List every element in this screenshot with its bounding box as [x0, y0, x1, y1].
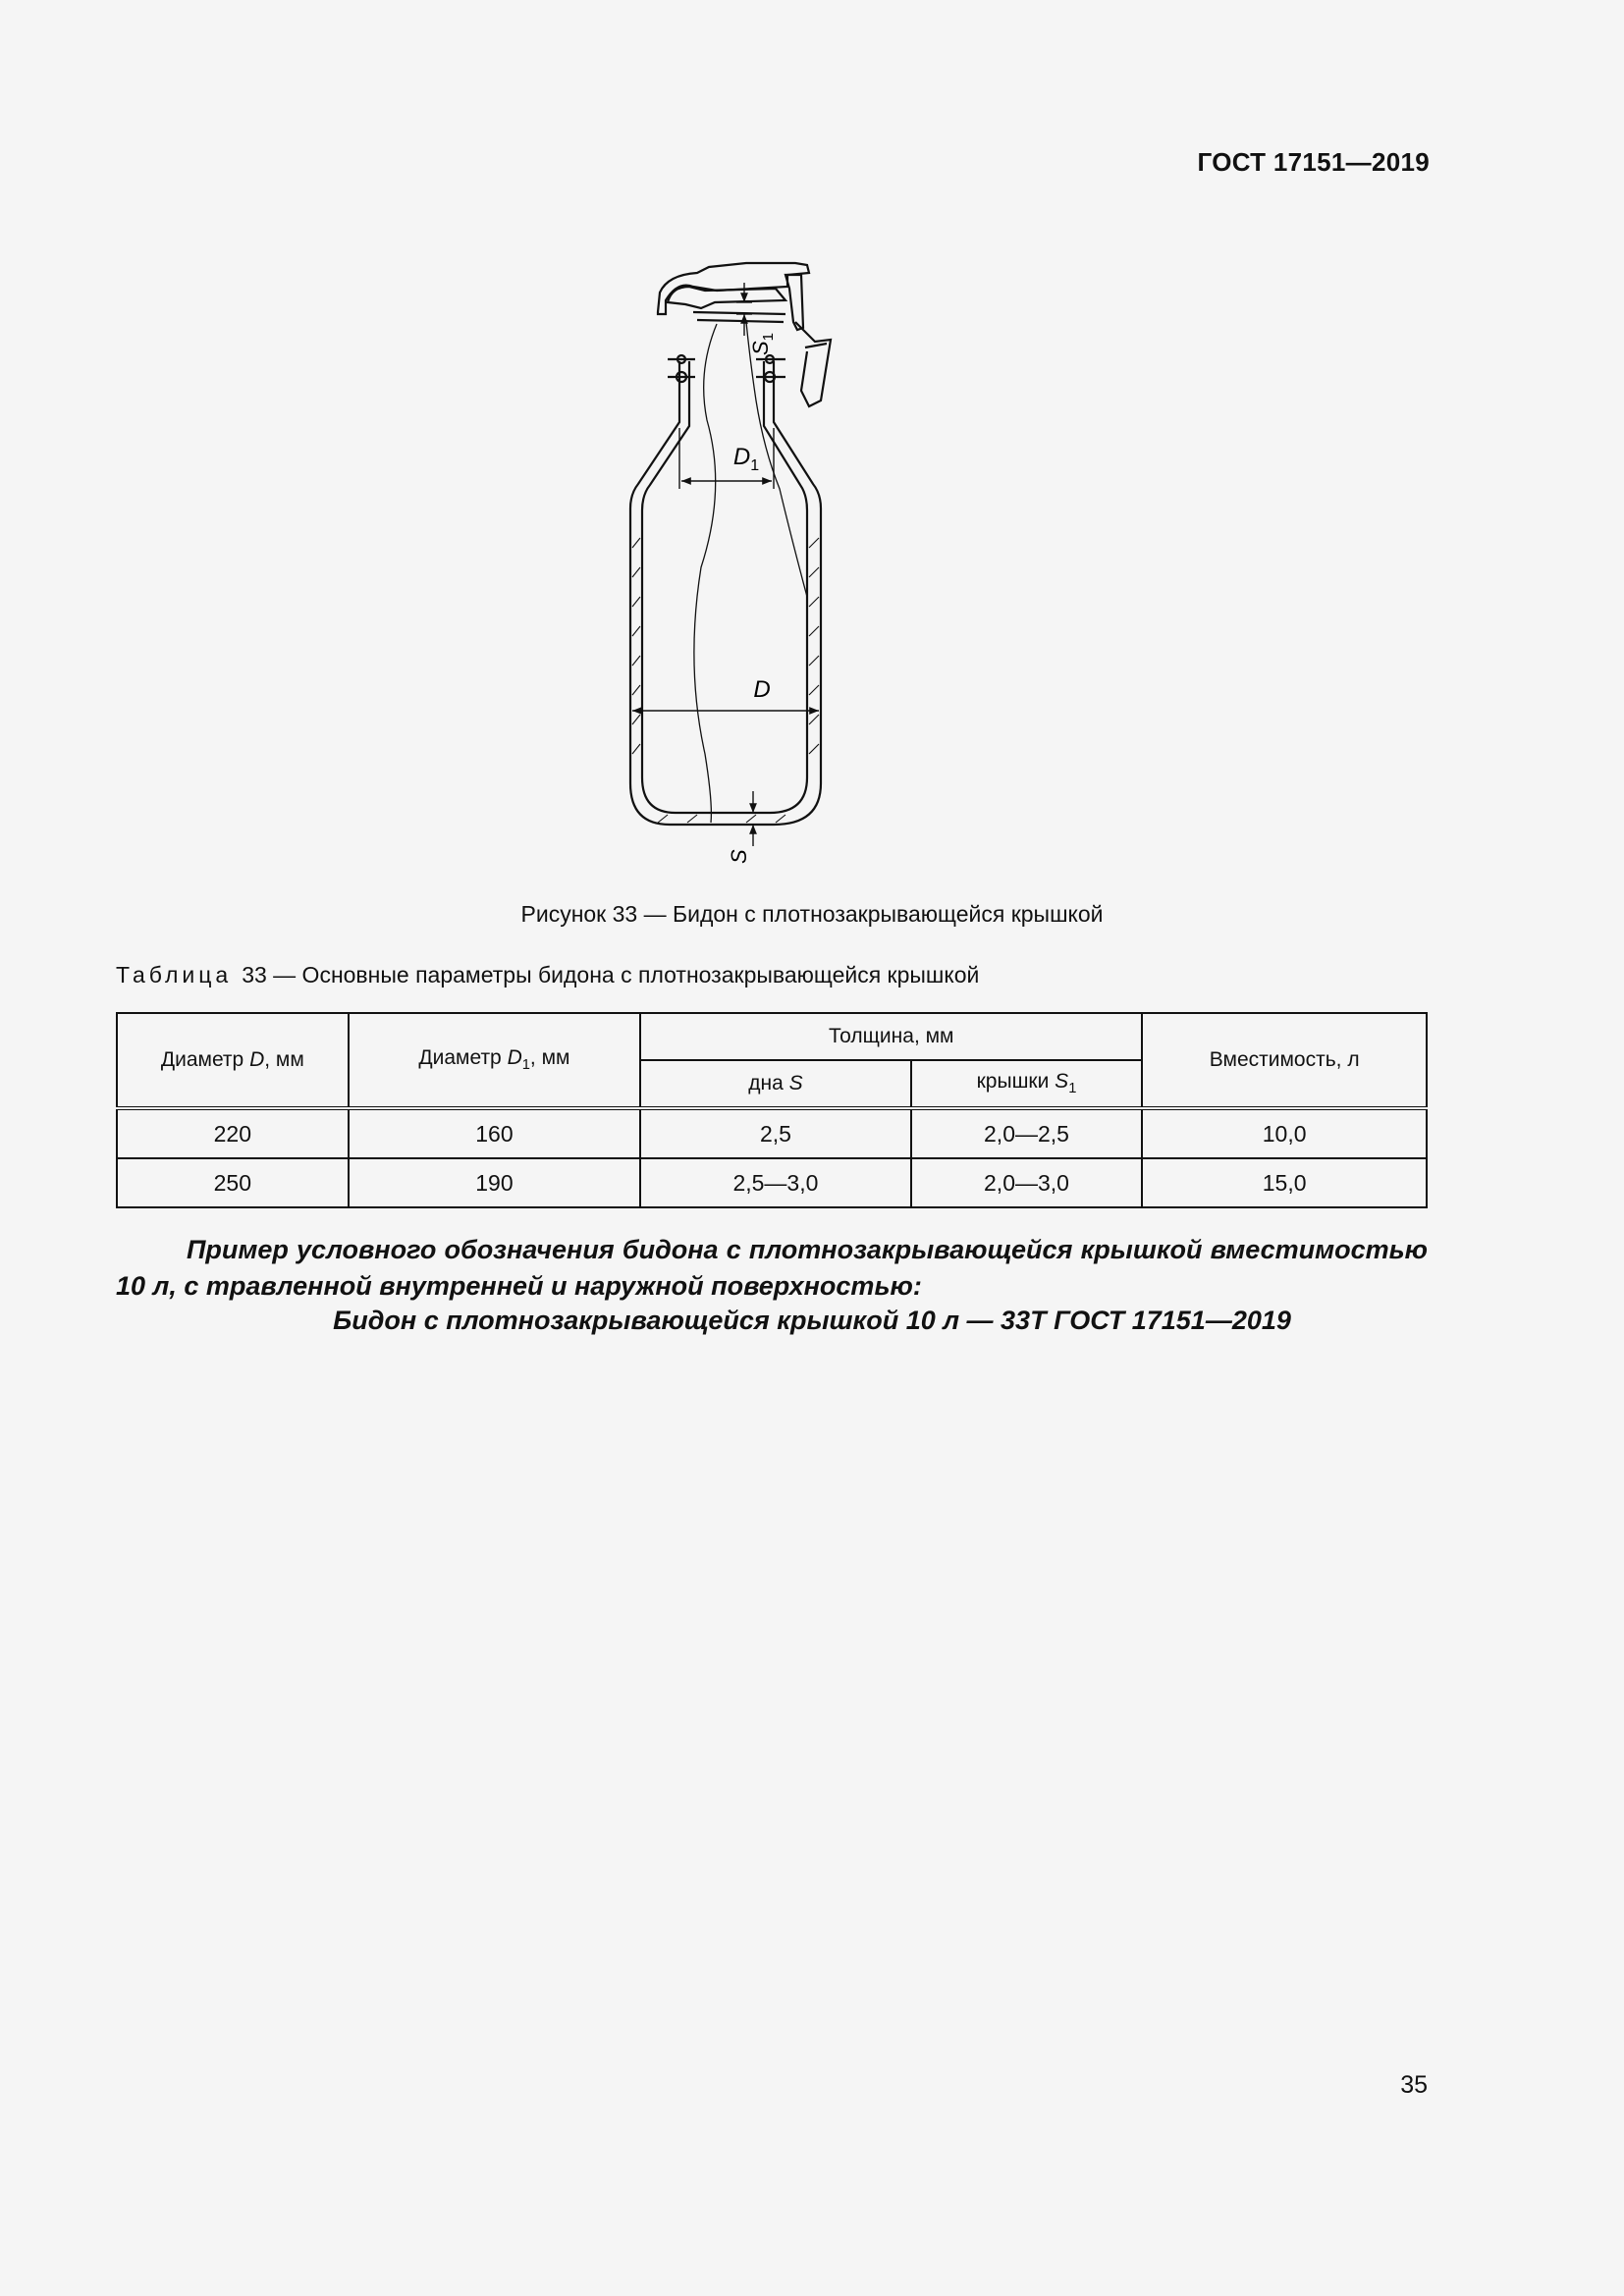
page-number: 35: [1400, 2071, 1428, 2099]
cell-d1: 190: [349, 1158, 641, 1207]
designation-example: Бидон с плотнозакрывающейся крышкой 10 л — 33Т ГОСТ 17151—2019: [333, 1306, 1291, 1335]
can-drawing: [599, 253, 933, 881]
table-caption-text: 33 — Основные параметры бидона с плотнозакрывающейся крышкой: [242, 962, 980, 988]
cell-d: 250: [117, 1158, 349, 1207]
cell-s: 2,5—3,0: [640, 1158, 910, 1207]
figure-caption: Рисунок 33 — Бидон с плотнозакрывающейся крышкой: [520, 901, 1104, 927]
cell-d1: 160: [349, 1108, 641, 1158]
header-capacity: Вместимость, л: [1142, 1013, 1427, 1108]
standard-code: ГОСТ 17151—2019: [1197, 147, 1430, 177]
cell-s1: 2,0—3,0: [911, 1158, 1143, 1207]
cell-s: 2,5: [640, 1108, 910, 1158]
header-diameter-d: Диаметр D, мм: [117, 1013, 349, 1108]
dimension-d1: [679, 428, 774, 489]
table-row: [117, 1108, 1427, 1158]
designation-example-text: Пример условного обозначения бидона с плотнозакрывающейся крышкой вместимостью 10 л, с травленной внутренней и наружной поверхностью:: [116, 1235, 1428, 1301]
can-outer-wall: [630, 361, 821, 825]
label-s1: $S_1$: [748, 332, 777, 355]
can-inner-wall: [642, 361, 807, 813]
label-d1: $D_1$: [732, 444, 760, 474]
cell-d: 220: [117, 1108, 349, 1158]
table-label: Таблица: [116, 962, 233, 988]
header-lid-s1: крышки $S_1$: [911, 1060, 1143, 1108]
parameters-table: [116, 1012, 1428, 1208]
dimension-s: [746, 791, 760, 846]
can-clamp: [785, 275, 803, 330]
header-diameter-d1: Диаметр $D_1$, мм: [349, 1013, 641, 1108]
label-d: D: [753, 676, 771, 703]
cell-capacity: 15,0: [1142, 1158, 1427, 1207]
cell-s1: 2,0—2,5: [911, 1108, 1143, 1158]
header-bottom-s: дна S: [640, 1060, 910, 1108]
cell-capacity: 10,0: [1142, 1108, 1427, 1158]
label-s: S: [727, 849, 751, 864]
can-drawing-svg: [599, 253, 933, 881]
table-caption: [116, 962, 979, 988]
table-row: [117, 1158, 1427, 1207]
header-thickness: Толщина, мм: [640, 1013, 1142, 1060]
